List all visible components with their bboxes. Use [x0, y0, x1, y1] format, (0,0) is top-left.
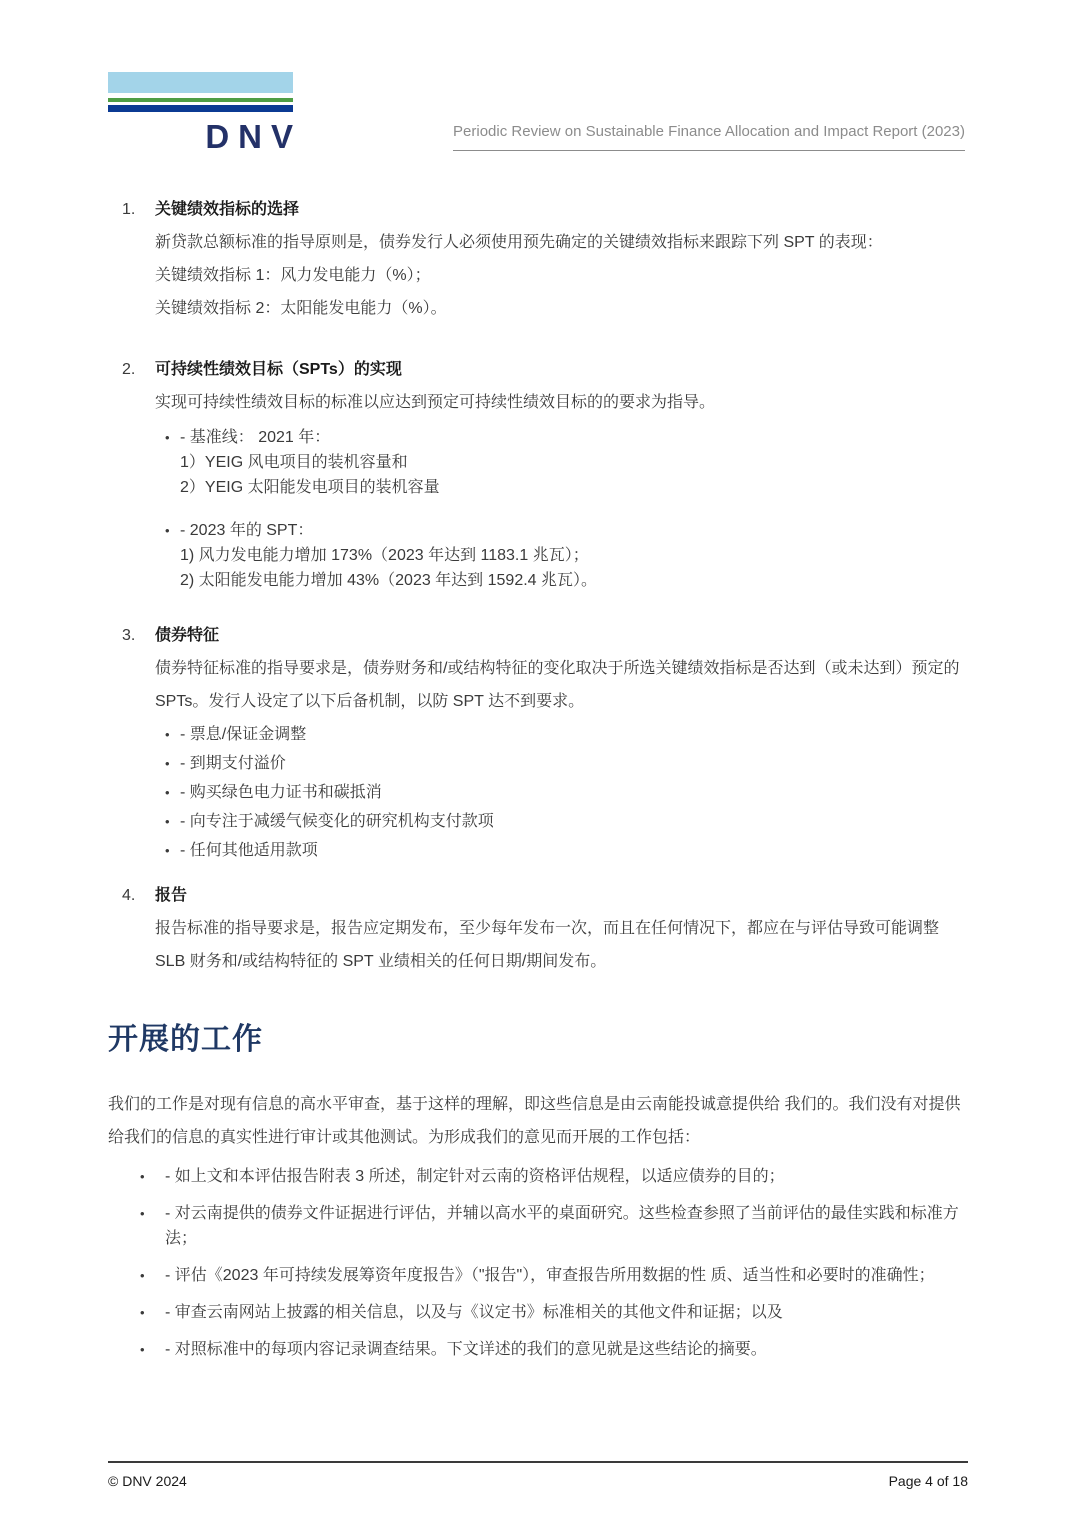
sub-list-item: 1）YEIG 风电项目的装机容量和: [180, 454, 408, 471]
list-item-text: - 对云南提供的债券文件证据进行评估，并辅以高水平的桌面研究。这些检查参照了当前评估的最佳实践和标准方法；: [165, 1205, 959, 1247]
bullet-icon: •: [140, 1268, 145, 1283]
page-content: [0, 153, 1075, 1362]
list-item-text: - 购买绿色电力证书和碳抵消: [180, 784, 382, 801]
sub-list-item: 2) 太阳能发电能力增加 43%（2023 年达到 1592.4 兆瓦）。: [180, 572, 598, 589]
section-number: 1.: [122, 201, 136, 218]
list-item: [165, 518, 965, 543]
logo-wordmark: DNV: [205, 118, 302, 155]
list-item: [165, 722, 965, 747]
section-spt-achievement: [108, 353, 965, 593]
section-number: 2.: [122, 361, 136, 378]
paragraph: 关键绩效指标 1：风力发电能力（%）；: [155, 267, 431, 284]
section-heading: [108, 879, 965, 912]
section-title: 报告: [155, 887, 188, 904]
list-item-text: - 如上文和本评估报告附表 3 所述，制定针对云南的资格评估规程，以适应债券的目的；: [165, 1168, 785, 1185]
list-item-text: - 评估《2023 年可持续发展筹资年度报告》（"报告"），审查报告所用数据的性 质、适当性和必要时的准确性；: [165, 1267, 935, 1284]
section-number: 4.: [122, 887, 136, 904]
list-item-text: - 对照标准中的每项内容记录调查结果。下文详述的我们的意见就是这些结论的摘要。: [165, 1341, 767, 1358]
section-title: 债券特征: [155, 627, 220, 644]
work-undertaken-list: [108, 1164, 965, 1362]
bullet-icon: •: [165, 843, 170, 858]
section-title: 关键绩效指标的选择: [155, 201, 300, 218]
bullet-icon: •: [165, 814, 170, 829]
fallback-mechanisms-list: [108, 722, 965, 863]
list-item-text: - 向专注于减缓气候变化的研究机构支付款项: [180, 813, 494, 830]
copyright-text: © DNV 2024: [108, 1473, 187, 1489]
running-header-title: Periodic Review on Sustainable Finance Allocation and Impact Report (2023): [453, 123, 965, 151]
list-item: [165, 809, 965, 834]
list-item-text: - 基准线： 2021 年：: [180, 429, 331, 446]
bullet-icon: •: [140, 1305, 145, 1320]
logo-sky-bar: [108, 72, 293, 93]
spt-2023-bullet-group: [108, 518, 965, 593]
section-heading: [108, 619, 965, 652]
list-item: [140, 1263, 965, 1288]
list-item-text: - 任何其他适用款项: [180, 842, 318, 859]
section-kpi-selection: [108, 193, 965, 325]
section-number: 3.: [122, 627, 136, 644]
list-item-text: - 票息/保证金调整: [180, 726, 307, 743]
bullet-icon: •: [165, 785, 170, 800]
logo-navy-bar: [108, 105, 293, 112]
page-footer: [108, 1461, 968, 1488]
list-item: [165, 751, 965, 776]
list-item-text: - 到期支付溢价: [180, 755, 286, 772]
work-intro-paragraph: 我们的工作是对现有信息的高水平审查，基于这样的理解，即这些信息是由云南能投诚意提供给 我们的。我们没有对提供给我们的信息的真实性进行审计或其他测试。为形成我们的意见而开展的工作包括：: [108, 1096, 961, 1146]
list-item: [140, 1201, 965, 1251]
list-item: [140, 1337, 965, 1362]
dnv-logo-icon: [108, 72, 302, 155]
list-item: [165, 780, 965, 805]
section-reporting: [108, 879, 965, 978]
bullet-icon: •: [140, 1342, 145, 1357]
paragraph: 报告标准的指导要求是，报告应定期发布，至少每年发布一次，而且在任何情况下，都应在与评估导致可能调整 SLB 财务和/或结构特征的 SPT 业绩相关的任何日期/期间发布。: [155, 920, 940, 970]
bullet-icon: •: [165, 523, 170, 538]
bullet-icon: •: [165, 756, 170, 771]
list-item-text: - 审查云南网站上披露的相关信息，以及与《议定书》标准相关的其他文件和证据；以及: [165, 1304, 783, 1321]
work-undertaken-title: 开展的工作: [108, 1023, 263, 1056]
list-item: [165, 425, 965, 450]
list-item: [140, 1300, 965, 1325]
paragraph: 关键绩效指标 2：太阳能发电能力（%）。: [155, 300, 447, 317]
bullet-icon: •: [140, 1206, 145, 1221]
bullet-icon: •: [140, 1169, 145, 1184]
list-item: [165, 838, 965, 863]
section-bond-characteristics: [108, 619, 965, 863]
page-number: Page 4 of 18: [888, 1473, 968, 1489]
paragraph: 新贷款总额标准的指导原则是，债券发行人必须使用预先确定的关键绩效指标来跟踪下列 SPT 的表现：: [155, 234, 883, 251]
logo-green-bar: [108, 98, 293, 102]
list-item: [140, 1164, 965, 1189]
page-header: [0, 0, 1075, 153]
bullet-icon: •: [165, 430, 170, 445]
list-item-text: - 2023 年的 SPT：: [180, 522, 314, 539]
sub-list-item: 2）YEIG 太阳能发电项目的装机容量: [180, 479, 440, 496]
bullet-icon: •: [165, 727, 170, 742]
section-heading: [108, 193, 965, 226]
paragraph: 实现可持续性绩效目标的标准以应达到预定可持续性绩效目标的的要求为指导。: [155, 394, 716, 411]
baseline-bullet-group: [108, 425, 965, 500]
section-heading: [108, 353, 965, 386]
paragraph: 债券特征标准的指导要求是，债券财务和/或结构特征的变化取决于所选关键绩效指标是否达到（或未达到）预定的 SPTs。发行人设定了以下后备机制，以防 SPT 达不到要求。: [155, 660, 960, 710]
sub-list-item: 1) 风力发电能力增加 173%（2023 年达到 1183.1 兆瓦）；: [180, 547, 589, 564]
section-title: 可持续性绩效目标（SPTs）的实现: [155, 361, 402, 378]
